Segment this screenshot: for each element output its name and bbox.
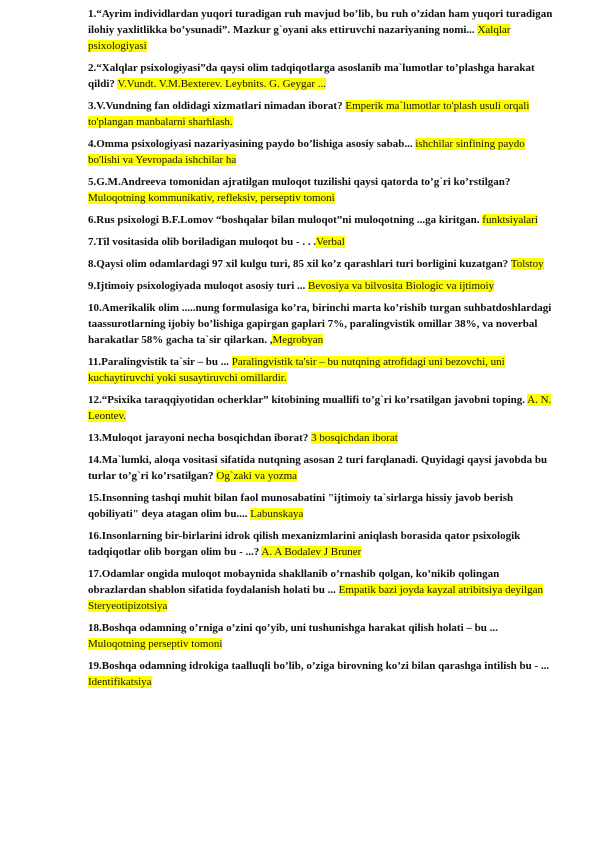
- qa-item-19: [88, 658, 554, 690]
- highlighted-answer: A. N. Leontev.: [88, 394, 552, 422]
- qa-item-13: [88, 430, 554, 446]
- question-text: 17.Odamlar ongida muloqot mobaynida shakllanib o’rnashib qolgan, ko’nikib qolingan obrazlardan shablon sifatida foydalanish holati bu ...: [88, 568, 500, 596]
- qa-item-9: [88, 278, 554, 294]
- question-text: 5.G.M.Andreeva tomonidan ajratilgan muloqot tuzilishi qaysi qatorda to’g`ri ko’rstilgan?: [88, 176, 511, 188]
- question-text: 14.Ma`lumki, aloqa vositasi sifatida nutqning asosan 2 turi farqlanadi. Quyidagi qaysi javobda bu turlar to’g`ri ko’rsatilgan?: [88, 454, 548, 482]
- qa-item-16: [88, 528, 554, 560]
- highlighted-answer: funktsiyalari: [482, 214, 538, 226]
- question-text: 19.Boshqa odamning idrokiga taalluqli bo’lib, o’ziga birovning ko’zi bilan qarashga intilish bu - ...: [88, 660, 550, 672]
- question-text: 9.Ijtimoiy psixologiyada muloqot asosiy turi ...: [88, 280, 306, 292]
- question-text: 18.Boshqa odamning o’rniga o’zini qo’yib, uni tushunishga harakat qilish holati – bu ...: [88, 622, 498, 634]
- highlighted-answer: V.Vundt. V.M.Bexterev. Leybnits. G. Geygar ...: [117, 78, 326, 90]
- highlighted-answer: Identifikatsiya: [88, 676, 152, 688]
- qa-item-15: [88, 490, 554, 522]
- question-text: 6.Rus psixologi B.F.Lomov “boshqalar bilan muloqot”ni muloqotning ...ga kiritgan.: [88, 214, 480, 226]
- highlighted-answer: Verbal: [316, 236, 345, 248]
- question-text: 2.“Xalqlar psixologiyasi”da qaysi olim tadqiqotlarga asoslanib ma`lumotlar to’plashga harakat qildi?: [88, 62, 535, 90]
- question-text: 1.“Ayrim individlardan yuqori turadigan ruh mavjud bo’lib, bu ruh o’zidan ham yuqori turadigan ilohiy yaxlitlikka bo’ysunadi”. Mazkur g`oyani aks ettiruvchi nazariyaning nomi...: [88, 8, 553, 36]
- qa-item-2: [88, 60, 554, 92]
- highlighted-answer: Muloqotning kommunikativ, refleksiv, perseptiv tomoni: [88, 192, 335, 204]
- question-text: 12.“Psixika taraqqiyotidan ocherklar” kitobining muallifi to’g`ri ko’rsatilgan javobni toping.: [88, 394, 525, 406]
- qa-item-8: [88, 256, 554, 272]
- question-text: 4.Omma psixologiyasi nazariyasining paydo bo’lishiga asosiy sabab...: [88, 138, 413, 150]
- qa-item-17: [88, 566, 554, 614]
- highlighted-answer: Labunskaya: [250, 508, 304, 520]
- highlighted-answer: Og`zaki va yozma: [216, 470, 298, 482]
- question-text: 3.V.Vundning fan oldidagi xizmatlari nimadan iborat?: [88, 100, 343, 112]
- qa-item-1: [88, 6, 554, 54]
- qa-item-3: [88, 98, 554, 130]
- highlighted-answer: Megrobyan: [272, 334, 324, 346]
- qa-item-5: [88, 174, 554, 206]
- qa-item-18: [88, 620, 554, 652]
- highlighted-answer: Tolstoy: [510, 258, 544, 270]
- highlighted-answer: Paralingvistik ta'sir – bu nutqning atrofidagi uni bezovchi, uni kuchaytiruvchi yoki susaytiruvchi omillardir.: [88, 356, 505, 384]
- question-text: 13.Muloqot jarayoni necha bosqichdan iborat?: [88, 432, 309, 444]
- qa-item-12: [88, 392, 554, 424]
- question-text: 7.Til vositasida olib boriladigan muloqot bu - . . .: [88, 236, 317, 248]
- highlighted-answer: ishchilar sinfining paydo bo'lishi va Yevropada ishchilar ha: [88, 138, 525, 166]
- highlighted-answer: Emperik ma`lumotlar to'plash usuli orqali to'plangan manbalarni sharhlash.: [88, 100, 530, 128]
- highlighted-answer: 3 bosqichdan iborat: [311, 432, 398, 444]
- question-text: 15.Insonning tashqi muhit bilan faol munosabatini "ijtimoiy ta`sirlarga hissiy javob berish qobiliyati" deya atagan olim bu....: [88, 492, 514, 520]
- question-text: 11.Paralingvistik ta`sir – bu ...: [88, 356, 229, 368]
- highlighted-answer: Empatik bazi joyda kayzal atribitsiya deyilgan Steryeotipizotsiya: [88, 584, 543, 612]
- qa-item-14: [88, 452, 554, 484]
- qa-item-7: [88, 234, 554, 250]
- highlighted-answer: A. A Bodalev J Bruner: [261, 546, 362, 558]
- question-text: 8.Qaysi olim odamlardagi 97 xil kulgu turi, 85 xil ko’z qarashlari turi borligini kuzatgan?: [88, 258, 509, 270]
- qa-item-4: [88, 136, 554, 168]
- question-text: 10.Amerikalik olim .....nung formulasiga ko’ra, birinchi marta ko’rishib turgan suhbatdoshlardagi taassurotlarning ijobiy bo’lishiga gapirgan gaplari 7%, paralingvistik omillar 38%, va noverbal harakatlar 58% gacha ta`sir qilarkan. ,: [88, 302, 552, 346]
- highlighted-answer: Bevosiya va bilvosita Biologic va ijtimoiy: [308, 280, 495, 292]
- qa-item-11: [88, 354, 554, 386]
- qa-item-10: [88, 300, 554, 348]
- highlighted-answer: Xalqlar psixologiyasi: [88, 24, 511, 52]
- highlighted-answer: Muloqotning perseptiv tomoni: [88, 638, 223, 650]
- question-text: 16.Insonlarning bir-birlarini idrok qilish mexanizmlarini aniqlash borasida qator psixologik tadqiqotlar olib borgan olim bu - ...?: [88, 530, 521, 558]
- qa-item-6: [88, 212, 554, 228]
